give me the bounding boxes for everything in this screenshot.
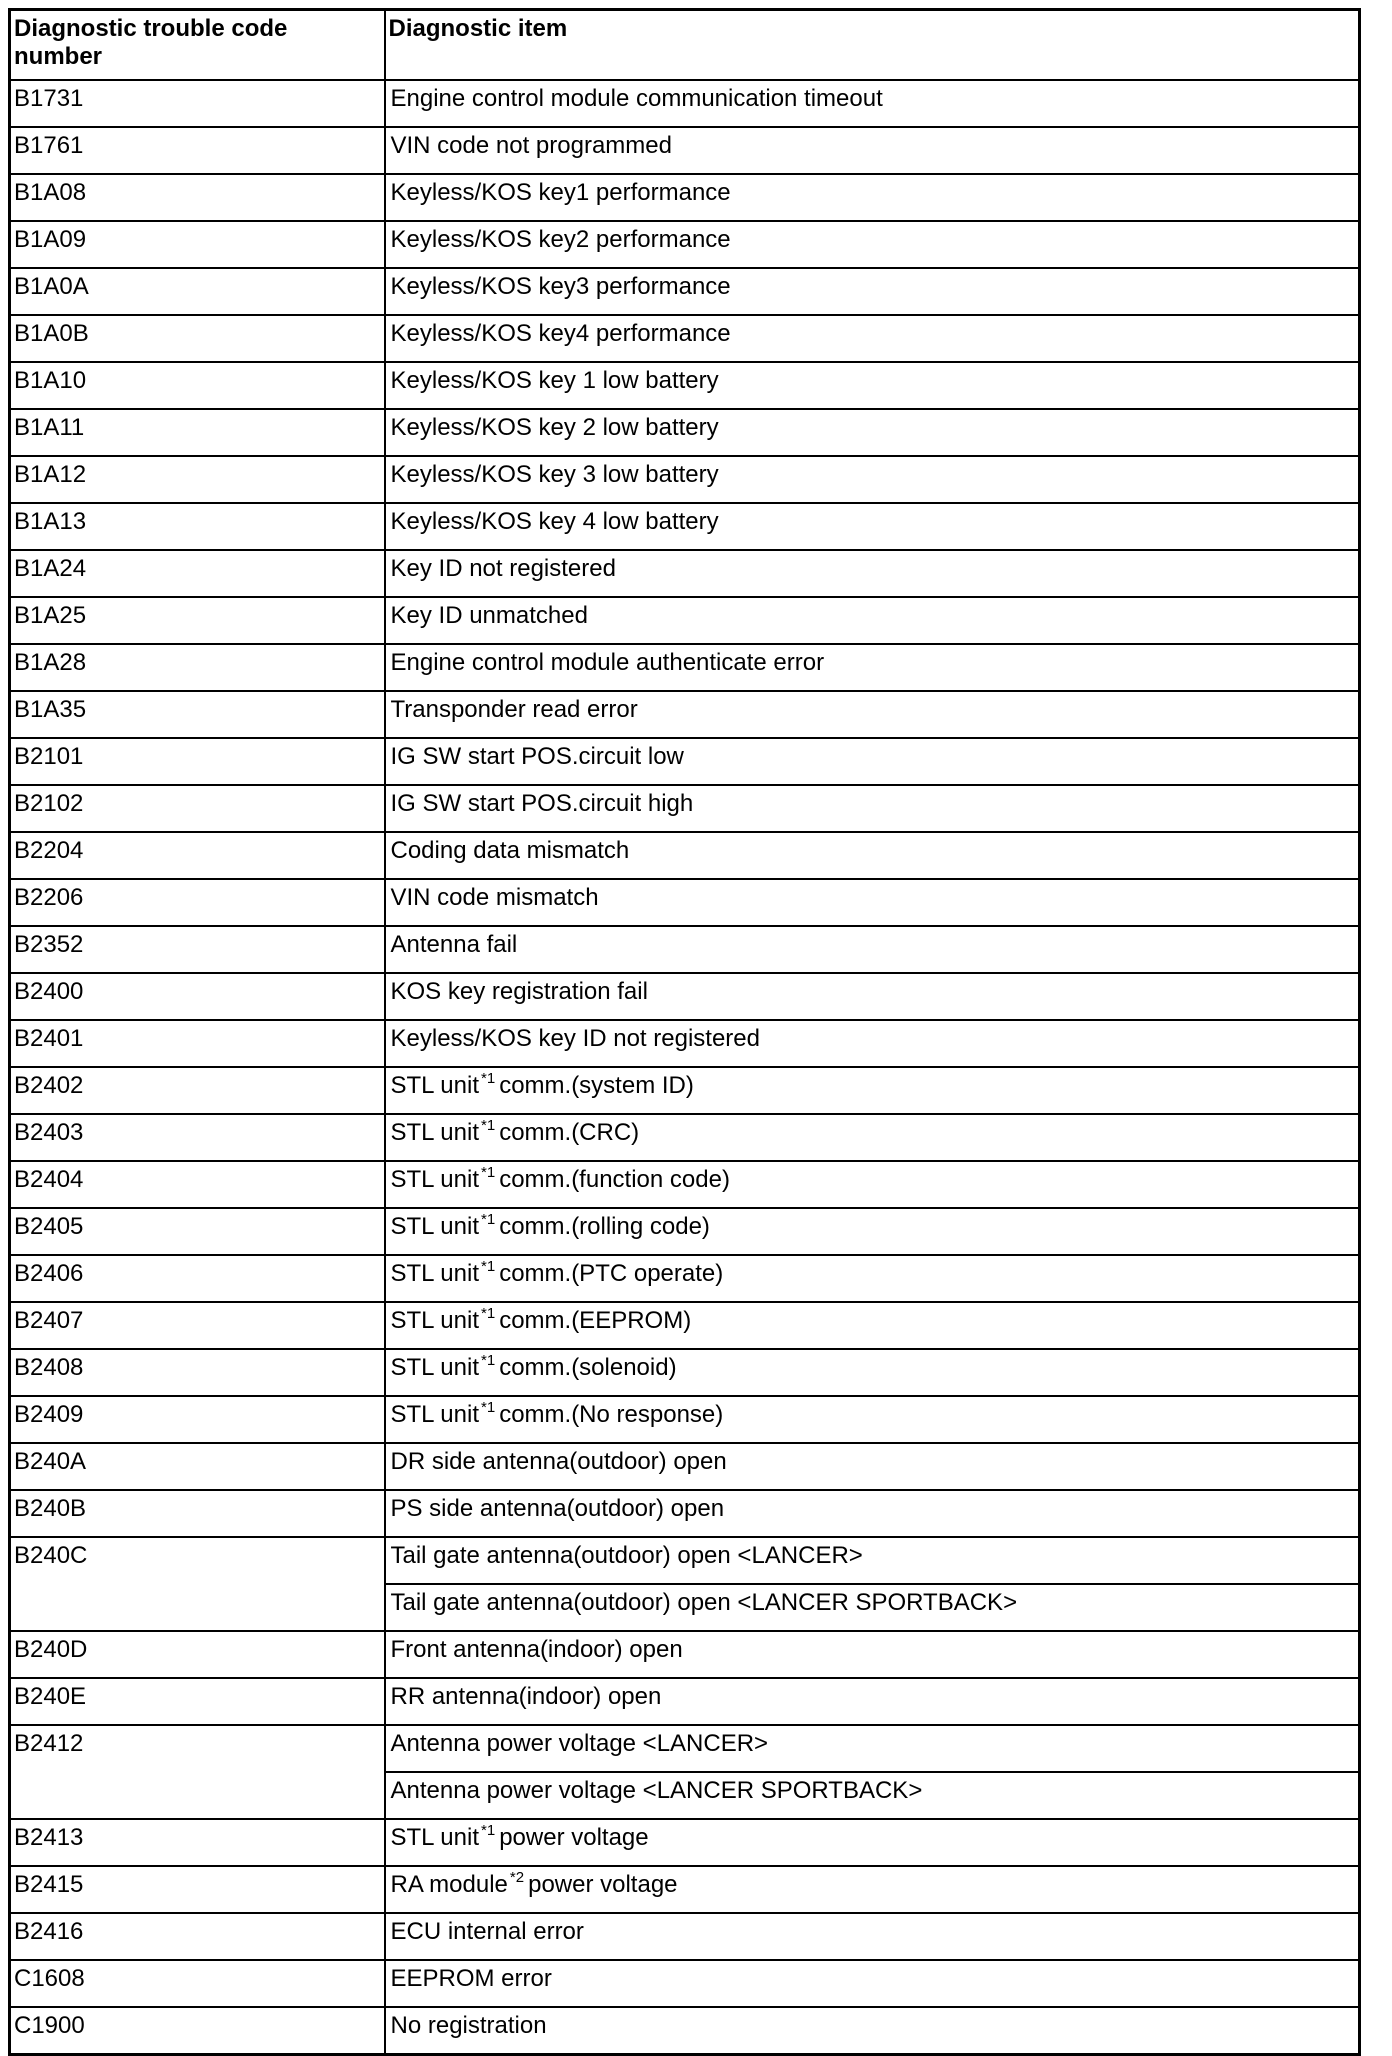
- diagnostic-item-cell: [385, 1772, 1360, 1819]
- diagnostic-item-cell: [385, 1067, 1360, 1114]
- dtc-code-cell: B1A25: [10, 597, 385, 644]
- dtc-code-cell: B240E: [10, 1678, 385, 1725]
- diagnostic-item-text: VIN code not programmed: [390, 132, 672, 159]
- diagnostic-item-cell: [385, 1349, 1360, 1396]
- diagnostic-item-cell: [385, 1631, 1360, 1678]
- diagnostic-item-text: VIN code mismatch: [390, 884, 599, 911]
- dtc-code-cell: B1A28: [10, 644, 385, 691]
- diagnostic-item-cell: [385, 1819, 1360, 1866]
- table-body: [10, 80, 1360, 2055]
- diagnostic-item-cell: [385, 597, 1360, 644]
- table-row: [10, 550, 1360, 597]
- diagnostic-item-text: STL unit: [390, 1824, 479, 1851]
- table-row: [10, 362, 1360, 409]
- dtc-code-cell: B1A35: [10, 691, 385, 738]
- diagnostic-item-text: STL unit: [390, 1072, 479, 1099]
- diagnostic-item-text: Antenna power voltage <LANCER>: [390, 1730, 769, 1757]
- table-row: [10, 738, 1360, 785]
- diagnostic-item-cell: [385, 1302, 1360, 1349]
- diagnostic-item-text: DR side antenna(outdoor) open: [390, 1448, 727, 1475]
- dtc-code-cell: B2409: [10, 1396, 385, 1443]
- dtc-code-cell: B2102: [10, 785, 385, 832]
- diagnostic-item-cell: [385, 832, 1360, 879]
- diagnostic-item-text: STL unit: [390, 1166, 479, 1193]
- footnote-marker: *1: [481, 1399, 496, 1416]
- dtc-code-cell: B1731: [10, 80, 385, 127]
- diagnostic-item-cell: [385, 879, 1360, 926]
- table-row: [10, 268, 1360, 315]
- table-row: [10, 456, 1360, 503]
- dtc-code-cell: B240C: [10, 1537, 385, 1631]
- diagnostic-item-text: EEPROM error: [390, 1965, 552, 1992]
- diagnostic-item-suffix: comm.(EEPROM): [499, 1307, 692, 1334]
- diagnostic-item-text: Keyless/KOS key3 performance: [390, 273, 731, 300]
- diagnostic-item-cell: [385, 1396, 1360, 1443]
- diagnostic-item-cell: [385, 268, 1360, 315]
- dtc-code-cell: B2101: [10, 738, 385, 785]
- header-row: [10, 10, 1360, 81]
- diagnostic-item-text: ECU internal error: [390, 1918, 584, 1945]
- dtc-code-cell: B2402: [10, 1067, 385, 1114]
- dtc-table-container: [8, 8, 1358, 2056]
- diagnostic-item-cell: [385, 1725, 1360, 1772]
- diagnostic-item-text: Antenna power voltage <LANCER SPORTBACK>: [390, 1777, 923, 1804]
- diagnostic-item-text: Key ID not registered: [390, 555, 616, 582]
- dtc-code-cell: B1A13: [10, 503, 385, 550]
- diagnostic-item-text: STL unit: [390, 1213, 479, 1240]
- dtc-code-cell: B240D: [10, 1631, 385, 1678]
- diagnostic-item-text: Keyless/KOS key 1 low battery: [390, 367, 719, 394]
- diagnostic-item-cell: [385, 456, 1360, 503]
- diagnostic-item-suffix: comm.(CRC): [499, 1119, 640, 1146]
- diagnostic-item-text: Keyless/KOS key 2 low battery: [390, 414, 719, 441]
- dtc-code-cell: B2401: [10, 1020, 385, 1067]
- table-row: [10, 1443, 1360, 1490]
- diagnostic-item-text: Engine control module communication timeout: [390, 85, 883, 112]
- table-row: [10, 1960, 1360, 2007]
- table-row: [10, 1678, 1360, 1725]
- dtc-code-cell: B2415: [10, 1866, 385, 1913]
- table-row: [10, 1396, 1360, 1443]
- diagnostic-item-cell: [385, 550, 1360, 597]
- diagnostic-item-text: STL unit: [390, 1260, 479, 1287]
- table-row: [10, 1349, 1360, 1396]
- dtc-code-cell: C1900: [10, 2007, 385, 2055]
- diagnostic-item-cell: [385, 691, 1360, 738]
- diagnostic-item-cell: [385, 503, 1360, 550]
- diagnostic-item-text: No registration: [390, 2012, 547, 2039]
- diagnostic-item-text: Tail gate antenna(outdoor) open <LANCER>: [390, 1542, 863, 1569]
- dtc-code-cell: B2400: [10, 973, 385, 1020]
- diagnostic-item-cell: [385, 1866, 1360, 1913]
- diagnostic-item-suffix: comm.(system ID): [499, 1072, 694, 1099]
- diagnostic-item-cell: [385, 362, 1360, 409]
- table-row: [10, 1490, 1360, 1537]
- diagnostic-item-text: STL unit: [390, 1354, 479, 1381]
- dtc-code-cell: B2407: [10, 1302, 385, 1349]
- diagnostic-item-cell: [385, 1161, 1360, 1208]
- diagnostic-item-cell: [385, 127, 1360, 174]
- diagnostic-item-text: Keyless/KOS key4 performance: [390, 320, 731, 347]
- table-row: [10, 221, 1360, 268]
- table-row: [10, 1725, 1360, 1772]
- dtc-code-cell: B1A08: [10, 174, 385, 221]
- table-row: [10, 1302, 1360, 1349]
- diagnostic-item-cell: [385, 1960, 1360, 2007]
- diagnostic-item-text: RR antenna(indoor) open: [390, 1683, 662, 1710]
- diagnostic-item-text: Keyless/KOS key2 performance: [390, 226, 731, 253]
- diagnostic-item-text: Keyless/KOS key 3 low battery: [390, 461, 719, 488]
- table-row: [10, 1866, 1360, 1913]
- table-row: [10, 832, 1360, 879]
- dtc-code-cell: B1A09: [10, 221, 385, 268]
- diagnostic-item-suffix: comm.(solenoid): [499, 1354, 677, 1381]
- header-code: Diagnostic trouble code number: [10, 10, 385, 81]
- dtc-code-cell: B2204: [10, 832, 385, 879]
- dtc-code-cell: B1A11: [10, 409, 385, 456]
- footnote-marker: *1: [481, 1211, 496, 1228]
- diagnostic-item-cell: [385, 1208, 1360, 1255]
- dtc-code-cell: B2408: [10, 1349, 385, 1396]
- table-row: [10, 409, 1360, 456]
- dtc-code-cell: B1761: [10, 127, 385, 174]
- dtc-code-cell: B1A12: [10, 456, 385, 503]
- diagnostic-item-text: Tail gate antenna(outdoor) open <LANCER SPORTBACK>: [390, 1589, 1018, 1616]
- dtc-code-cell: B2413: [10, 1819, 385, 1866]
- diagnostic-item-text: Keyless/KOS key ID not registered: [390, 1025, 760, 1052]
- dtc-code-cell: B1A0B: [10, 315, 385, 362]
- table-row: [10, 1913, 1360, 1960]
- diagnostic-item-cell: [385, 409, 1360, 456]
- diagnostic-item-text: Keyless/KOS key 4 low battery: [390, 508, 719, 535]
- table-row: [10, 785, 1360, 832]
- diagnostic-item-cell: [385, 1584, 1360, 1631]
- table-row: [10, 597, 1360, 644]
- diagnostic-item-cell: [385, 644, 1360, 691]
- diagnostic-item-text: Coding data mismatch: [390, 837, 630, 864]
- footnote-marker: *1: [481, 1117, 496, 1134]
- diagnostic-item-text: Front antenna(indoor) open: [390, 1636, 683, 1663]
- diagnostic-item-cell: [385, 785, 1360, 832]
- dtc-code-cell: B2352: [10, 926, 385, 973]
- dtc-code-cell: B2403: [10, 1114, 385, 1161]
- diagnostic-item-cell: [385, 926, 1360, 973]
- footnote-marker: *1: [481, 1258, 496, 1275]
- table-row: [10, 315, 1360, 362]
- diagnostic-item-suffix: power voltage: [528, 1871, 678, 1898]
- diagnostic-item-cell: [385, 221, 1360, 268]
- dtc-code-cell: B2412: [10, 1725, 385, 1819]
- diagnostic-item-suffix: power voltage: [499, 1824, 649, 1851]
- footnote-marker: *2: [509, 1869, 525, 1886]
- diagnostic-item-text: IG SW start POS.circuit low: [390, 743, 684, 770]
- diagnostic-item-cell: [385, 1443, 1360, 1490]
- table-row: [10, 1255, 1360, 1302]
- table-row: [10, 1161, 1360, 1208]
- diagnostic-item-cell: [385, 1537, 1360, 1584]
- footnote-marker: *1: [481, 1070, 496, 1087]
- table-row: [10, 973, 1360, 1020]
- diagnostic-item-cell: [385, 1678, 1360, 1725]
- table-row: [10, 174, 1360, 221]
- diagnostic-item-suffix: comm.(PTC operate): [499, 1260, 724, 1287]
- diagnostic-item-cell: [385, 1913, 1360, 1960]
- table-row: [10, 1208, 1360, 1255]
- table-row: [10, 1114, 1360, 1161]
- diagnostic-item-cell: [385, 2007, 1360, 2055]
- diagnostic-item-cell: [385, 973, 1360, 1020]
- diagnostic-item-text: Antenna fail: [390, 931, 518, 958]
- diagnostic-item-cell: [385, 174, 1360, 221]
- table-row: [10, 1631, 1360, 1678]
- table-row: [10, 644, 1360, 691]
- diagnostic-item-cell: [385, 1490, 1360, 1537]
- table-row: [10, 1067, 1360, 1114]
- diagnostic-item-text: Engine control module authenticate error: [390, 649, 825, 676]
- footnote-marker: *1: [481, 1352, 496, 1369]
- diagnostic-item-text: PS side antenna(outdoor) open: [390, 1495, 725, 1522]
- diagnostic-item-cell: [385, 1020, 1360, 1067]
- dtc-code-cell: B2416: [10, 1913, 385, 1960]
- diagnostic-item-text: STL unit: [390, 1401, 479, 1428]
- diagnostic-item-suffix: comm.(rolling code): [499, 1213, 710, 1240]
- dtc-table: [8, 8, 1361, 2056]
- dtc-code-cell: B1A24: [10, 550, 385, 597]
- dtc-code-cell: B240A: [10, 1443, 385, 1490]
- diagnostic-item-text: Key ID unmatched: [390, 602, 588, 629]
- diagnostic-item-text: STL unit: [390, 1307, 479, 1334]
- diagnostic-item-text: Keyless/KOS key1 performance: [390, 179, 731, 206]
- dtc-code-cell: B1A0A: [10, 268, 385, 315]
- dtc-code-cell: B240B: [10, 1490, 385, 1537]
- footnote-marker: *1: [481, 1164, 496, 1181]
- table-row: [10, 1537, 1360, 1584]
- footnote-marker: *1: [481, 1305, 496, 1322]
- table-row: [10, 2007, 1360, 2055]
- header-item: Diagnostic item: [385, 10, 1360, 81]
- diagnostic-item-cell: [385, 315, 1360, 362]
- diagnostic-item-text: RA module: [390, 1871, 508, 1898]
- table-row: [10, 1020, 1360, 1067]
- diagnostic-item-cell: [385, 738, 1360, 785]
- table-row: [10, 926, 1360, 973]
- diagnostic-item-text: STL unit: [390, 1119, 479, 1146]
- table-row: [10, 691, 1360, 738]
- diagnostic-item-text: KOS key registration fail: [390, 978, 648, 1005]
- diagnostic-item-cell: [385, 1255, 1360, 1302]
- table-row: [10, 80, 1360, 127]
- dtc-code-cell: B2405: [10, 1208, 385, 1255]
- dtc-code-cell: B2206: [10, 879, 385, 926]
- diagnostic-item-suffix: comm.(function code): [499, 1166, 730, 1193]
- dtc-code-cell: B1A10: [10, 362, 385, 409]
- diagnostic-item-cell: [385, 80, 1360, 127]
- table-row: [10, 879, 1360, 926]
- table-row: [10, 503, 1360, 550]
- dtc-code-cell: B2404: [10, 1161, 385, 1208]
- diagnostic-item-suffix: comm.(No response): [499, 1401, 724, 1428]
- diagnostic-item-text: Transponder read error: [390, 696, 638, 723]
- dtc-code-cell: B2406: [10, 1255, 385, 1302]
- dtc-code-cell: C1608: [10, 1960, 385, 2007]
- table-row: [10, 1819, 1360, 1866]
- diagnostic-item-text: IG SW start POS.circuit high: [390, 790, 694, 817]
- diagnostic-item-cell: [385, 1114, 1360, 1161]
- table-row: [10, 127, 1360, 174]
- footnote-marker: *1: [481, 1822, 496, 1839]
